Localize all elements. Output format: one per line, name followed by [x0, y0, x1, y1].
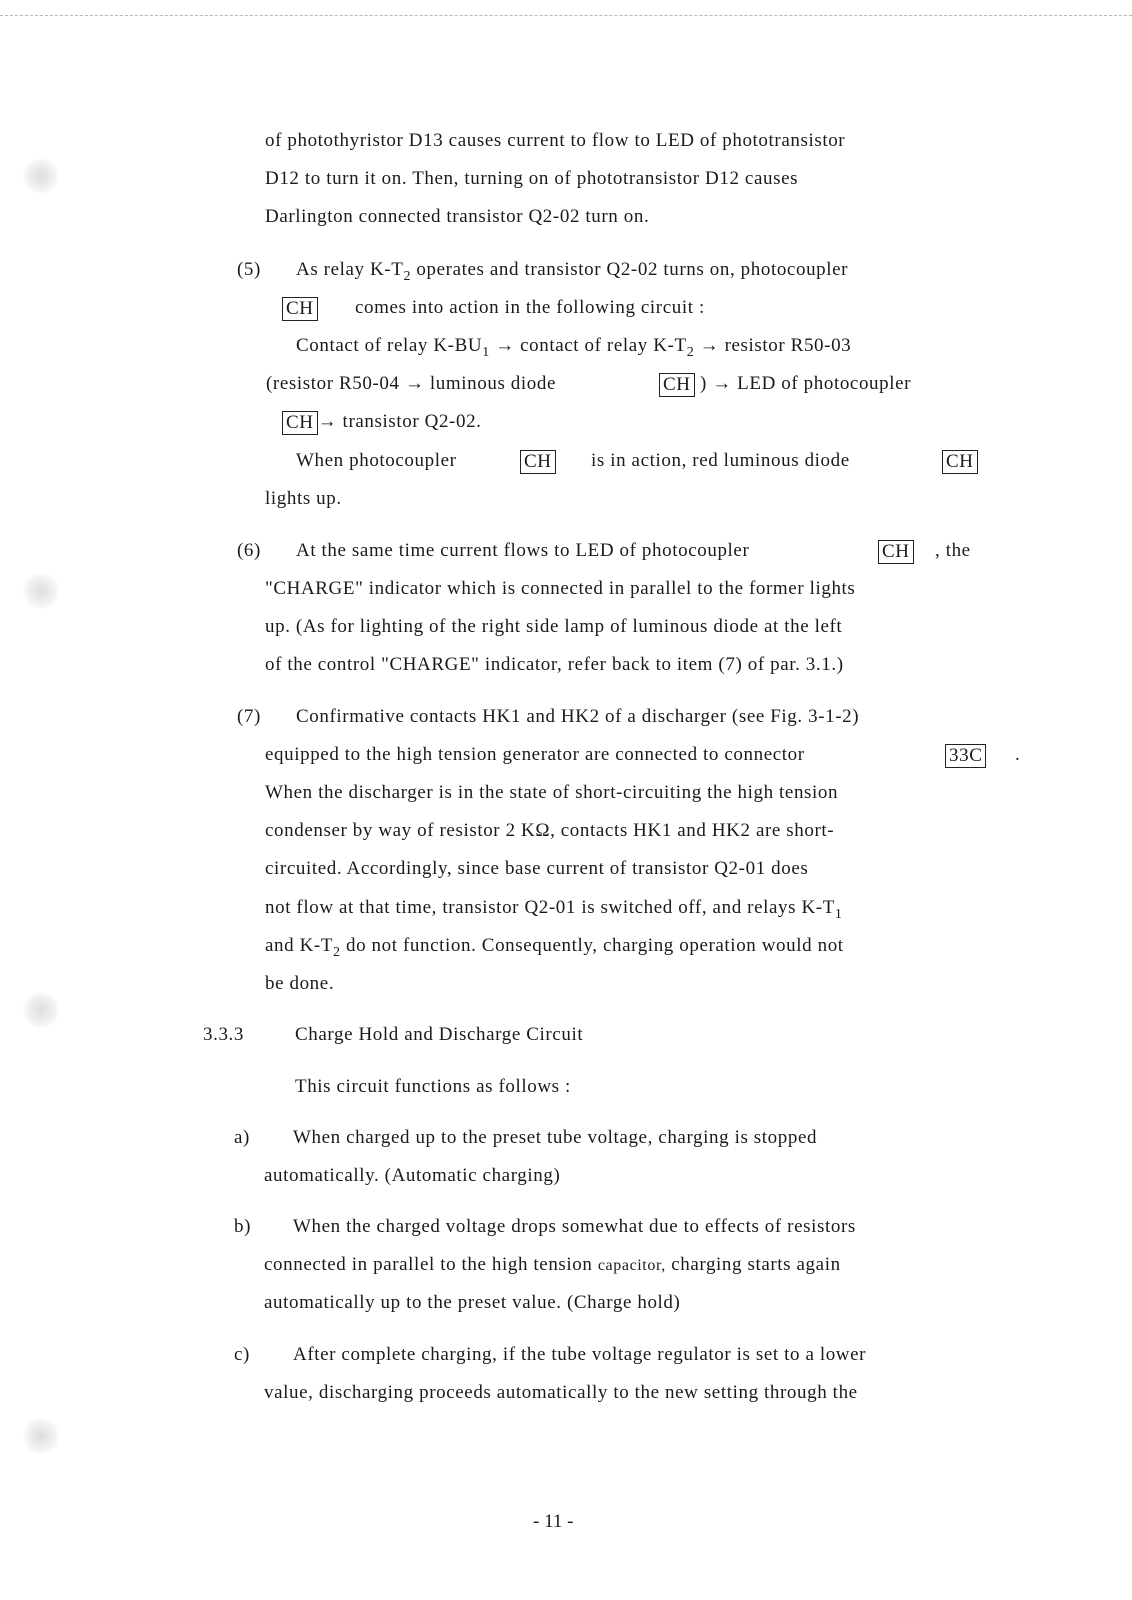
body-text-line: This circuit functions as follows : [295, 1076, 571, 1097]
body-text-line: be done. [265, 973, 335, 994]
body-text-line: After complete charging, if the tube voltage regulator is set to a lower [293, 1344, 867, 1365]
ch-box-label: CH [942, 450, 978, 474]
body-text-line: . [1015, 744, 1021, 765]
body-text-line: (resistor R50-04 → luminous diode [266, 373, 557, 394]
punch-hole-mark [22, 992, 60, 1028]
body-text-line: equipped to the high tension generator are connected to connector [265, 744, 805, 765]
body-text-line: and $K-T_2$ do not function. Consequently, charging operation would not [265, 935, 844, 960]
page-number: - 11 - [533, 1511, 574, 1532]
section-title: Charge Hold and Discharge Circuit [295, 1024, 584, 1045]
body-text-line: When the charged voltage drops somewhat due to effects of resistors [293, 1216, 856, 1237]
body-text-line: automatically. (Automatic charging) [264, 1165, 561, 1186]
body-text-line [942, 449, 978, 474]
body-text-line: , the [935, 540, 971, 561]
body-text-line [282, 296, 318, 321]
list-marker: b) [234, 1216, 252, 1237]
body-text-line: of photothyristor D13 causes current to flow to LED of phototransistor [265, 130, 846, 151]
body-text-line: of the control "CHARGE" indicator, refer back to item (7) of par. 3.1.) [265, 654, 844, 675]
body-text-line: As relay $K-T_2$ operates and transistor Q2-02 turns on, photocoupler [296, 259, 849, 284]
list-marker: a) [234, 1127, 250, 1148]
body-text-line: condenser by way of resistor 2 KΩ, contacts HK1 and HK2 are short- [265, 820, 835, 841]
body-text-line: CH ) → LED of photocoupler [659, 372, 911, 397]
body-text-line: When the discharger is in the state of short-circuiting the high tension [265, 782, 839, 803]
body-text-line: is in action, red luminous diode [591, 450, 850, 471]
item-number: (6) [237, 540, 261, 561]
connector-33c-box: 33C [945, 744, 986, 768]
ch-box-label: CH [282, 411, 318, 435]
body-text-line: When charged up to the preset tube voltage, charging is stopped [293, 1127, 818, 1148]
body-text-line: up. (As for lighting of the right side lamp of luminous diode at the left [265, 616, 843, 637]
body-text-line: Darlington connected transistor Q2-02 turn on. [265, 206, 650, 227]
ch-box-label: CH [878, 540, 914, 564]
body-text-line: comes into action in the following circuit : [355, 297, 705, 318]
body-text-line: CH → transistor Q2-02. [282, 410, 482, 435]
item-number: (7) [237, 706, 261, 727]
punch-hole-mark [22, 1418, 60, 1454]
body-text-line [945, 743, 986, 768]
body-text-line: D12 to turn it on. Then, turning on of phototransistor D12 causes [265, 168, 799, 189]
body-text-line [878, 539, 914, 564]
body-text-line: circuited. Accordingly, since base current of transistor Q2-01 does [265, 858, 809, 879]
punch-hole-mark [22, 573, 60, 609]
punch-hole-mark [22, 158, 60, 194]
item-number: (5) [237, 259, 261, 280]
section-number: 3.3.3 [203, 1024, 244, 1045]
body-text-line: lights up. [265, 488, 342, 509]
ch-box-label: CH [659, 373, 695, 397]
ch-box-label: CH [282, 297, 318, 321]
body-text-line: connected in parallel to the high tension capacitor, charging starts again [264, 1254, 841, 1275]
body-text-line: "CHARGE" indicator which is connected in parallel to the former lights [265, 578, 856, 599]
ch-box-label: CH [520, 450, 556, 474]
body-text-line [520, 449, 556, 474]
body-text-line: Confirmative contacts HK1 and HK2 of a discharger (see Fig. 3-1-2) [296, 706, 860, 727]
body-text-line: automatically up to the preset value. (Charge hold) [264, 1292, 681, 1313]
body-text-line: When photocoupler [296, 450, 457, 471]
body-text-line: Contact of relay $K-BU_1$ → contact of relay $K-T_2$ → resistor R50-03 [296, 335, 852, 360]
list-marker: c) [234, 1344, 250, 1365]
body-text-line: not flow at that time, transistor Q2-01 is switched off, and relays $K-T_1$ [265, 897, 843, 922]
body-text-line: At the same time current flows to LED of photocoupler [296, 540, 750, 561]
body-text-line: value, discharging proceeds automatically to the new setting through the [264, 1382, 858, 1403]
scan-top-edge [0, 15, 1132, 16]
